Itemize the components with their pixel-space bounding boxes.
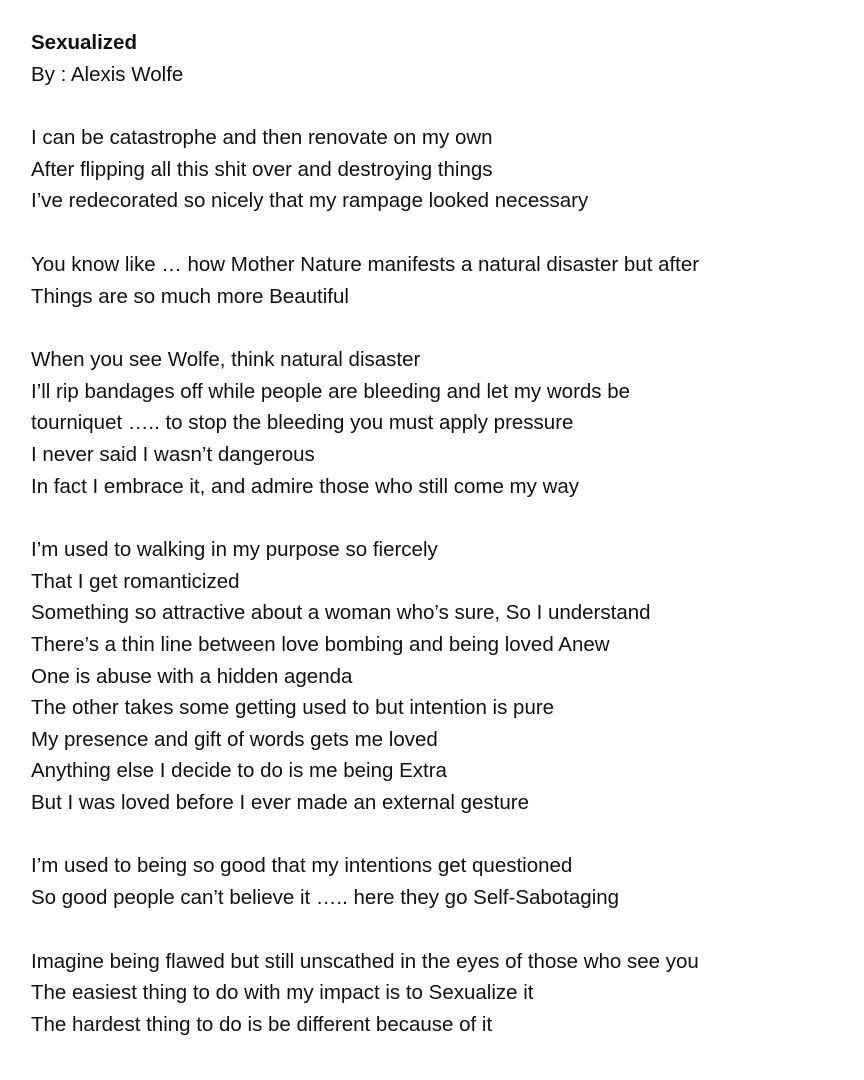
poem-line: The other takes some getting used to but intention is pure: [31, 696, 555, 720]
stanza-6: [31, 946, 864, 1041]
poem-line: In fact I embrace it, and admire those who still come my way: [31, 474, 580, 498]
poem-line: That I get romanticized: [31, 569, 240, 593]
poem-line: I’m used to walking in my purpose so fiercely: [31, 538, 438, 562]
poem-line: The easiest thing to do with my impact is to Sexualize it: [31, 981, 534, 1005]
poem-line: Imagine being flawed but still unscathed in the eyes of those who see you: [31, 949, 699, 973]
poem-line: After flipping all this shit over and destroying things: [31, 157, 493, 181]
stanza-4: [31, 534, 864, 818]
poem-line: Anything else I decide to do is me being Extra: [31, 759, 447, 783]
poem-line: tourniquet ….. to stop the bleeding you must apply pressure: [31, 411, 574, 435]
poem-line: You know like … how Mother Nature manifests a natural disaster but after: [31, 252, 700, 276]
poem-title: Sexualized: [31, 31, 137, 54]
poem-line: Things are so much more Beautiful: [31, 284, 349, 308]
poem-line: One is abuse with a hidden agenda: [31, 664, 353, 688]
poem-line: I’m used to being so good that my intentions get questioned: [31, 854, 573, 878]
poem-line: When you see Wolfe, think natural disaster: [31, 348, 421, 372]
stanza-3: [31, 344, 864, 502]
poem-line: There’s a thin line between love bombing and being loved Anew: [31, 632, 610, 656]
poem-line: But I was loved before I ever made an external gesture: [31, 790, 529, 814]
poem-byline: By : Alexis Wolfe: [31, 62, 184, 86]
stanza-1: [31, 122, 864, 217]
poem-line: The hardest thing to do is be different because of it: [31, 1012, 493, 1036]
stanza-2: [31, 249, 864, 312]
stanza-5: [31, 850, 864, 913]
poem-line: I can be catastrophe and then renovate on my own: [31, 126, 493, 150]
poem-line: I’ll rip bandages off while people are bleeding and let my words be: [31, 379, 631, 403]
poem-line: I never said I wasn’t dangerous: [31, 442, 315, 466]
poem-line: So good people can’t believe it ….. here they go Self-Sabotaging: [31, 886, 620, 910]
poem-line: I’ve redecorated so nicely that my rampage looked necessary: [31, 189, 589, 213]
poem-line: My presence and gift of words gets me loved: [31, 727, 438, 751]
poem-line: Something so attractive about a woman who’s sure, So I understand: [31, 601, 651, 625]
